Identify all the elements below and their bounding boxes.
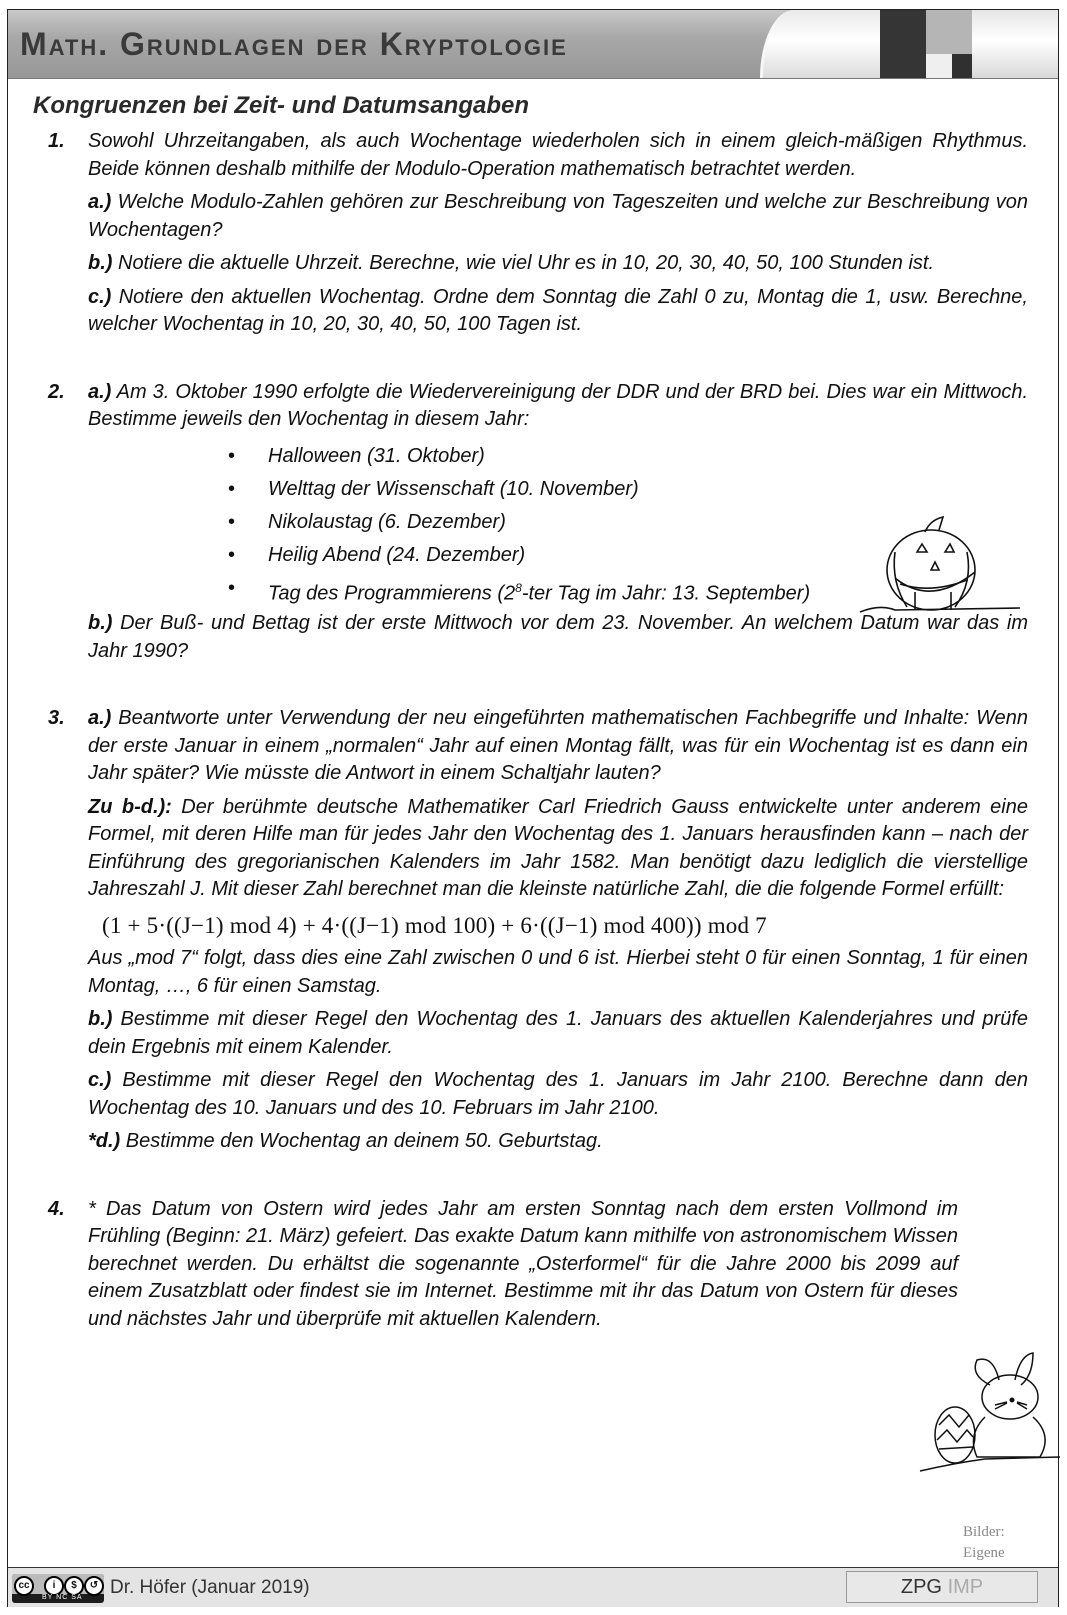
part-label: b.) (88, 612, 113, 635)
page-subtitle: Kongruenzen bei Zeit- und Datumsangaben (33, 92, 530, 119)
header-decoration (760, 10, 1058, 78)
task-intro: Sowohl Uhrzeitangaben, als auch Wochentage wiederholen sich in einem gleich-mäßigen Rhythmus. Beide können deshalb mithilfe der Modulo-Operation mathematisch betrachtet werden. (88, 130, 1028, 180)
credit-line: Eigene (963, 1545, 1005, 1561)
part-text: Am 3. Oktober 1990 erfolgte die Wiedervereinigung der DDR und der BRD bei. Dies war ein Mittwoch. Bestimme jeweils den Wochentag in diesem Jahr: (88, 380, 1028, 430)
page-header (8, 10, 1058, 79)
cc-license-badge-icon[interactable] (12, 1574, 104, 1603)
deco-dark-block (880, 10, 926, 78)
deco-white-block (926, 54, 952, 78)
easter-bunny-drawing-icon (915, 1345, 1065, 1475)
by-icon: i (44, 1576, 64, 1596)
part-text: Notiere die aktuelle Uhrzeit. Berechne, wie viel Uhr es in 10, 20, 30, 40, 50, 100 Stunden ist. (112, 252, 935, 274)
nc-icon: $ (64, 1576, 84, 1596)
part-label: a.) (88, 707, 112, 730)
deco-right-panel (972, 10, 1058, 78)
task-part-d (88, 1128, 1028, 1156)
spacer (48, 671, 1028, 705)
list-item: • Halloween (31. Oktober) (228, 440, 1028, 473)
part-label: b.) (88, 1008, 113, 1031)
task-3 (48, 705, 1028, 1156)
task-intro-bd (88, 794, 1028, 904)
task-part-b (88, 250, 1028, 278)
part-text: Beantworte unter Verwendung der neu eingeführten mathematischen Fachbegriffe und Inhalte: Wenn der erste Januar in einem „normalen“ Jahr auf einen Montag fällt, was für ein Wochentag ist es dann ein Jahr später? Wie müsste die Antwort in einem Schaltjahr lauten? (88, 707, 1028, 785)
spacer (48, 1162, 1028, 1196)
part-text: Der Buß- und Bettag ist der erste Mittwoch vor dem 23. November. An welchem Datum war das im Jahr 1990? (88, 612, 1028, 662)
task-part-a (88, 705, 1028, 788)
part-text: Der berühmte deutsche Mathematiker Carl Friedrich Gauss entwickelte unter anderem eine Formel, mit deren Hilfe man für jedes Jahr den Wochentag des 1. Januars herausfinden kann – nach der Einführung des gregorianischen Kalenders im Jahr 1582. Man benötigt dazu lediglich die vierstellige Jahreszahl J. Mit dieser Zahl berechnet man die kleinste natürliche Zahl, die die folgende Formel erfüllt: (88, 795, 1028, 901)
author-date: Dr. Höfer (Januar 2019) (110, 1577, 310, 1598)
task-1 (48, 128, 1028, 339)
part-text: Welche Modulo-Zahlen gehören zur Beschreibung von Tageszeiten und welche zur Beschreibung von Wochentagen? (88, 191, 1028, 241)
part-text: Notiere den aktuellen Wochentag. Ordne dem Sonntag die Zahl 0 zu, Montag die 1, usw. Berechne, welcher Wochentag in 10, 20, 30, 40, 50, 100 Tagen ist. (88, 285, 1028, 335)
task-number: 1. (48, 130, 65, 152)
pumpkin-drawing-icon (855, 512, 1025, 627)
list-item: • Heilig Abend (24. Dezember) (228, 539, 1028, 572)
gauss-formula: (1 + 5·((J−1) mod 4) + 4·((J−1) mod 100) + 6·((J−1) mod 400)) mod 7 (102, 912, 767, 938)
part-label: a.) (88, 191, 112, 213)
sa-icon: ↺ (84, 1576, 104, 1596)
zpg-logo (846, 1571, 1038, 1603)
page-footer (8, 1567, 1058, 1607)
part-label: *d.) (88, 1130, 121, 1153)
task-part-c (88, 1067, 1028, 1122)
superscript: 8 (515, 580, 522, 595)
header-title: Math. Grundlagen der Kryptologie (20, 26, 568, 62)
formula-explanation: Aus „mod 7“ folgt, dass dies eine Zahl zwischen 0 und 6 ist. Hierbei steht 0 für einen Sonntag, 1 für einen Montag, …, 6 für einen Samstag. (88, 947, 1028, 997)
task-number: 4. (48, 1197, 65, 1220)
part-label: b.) (88, 252, 113, 274)
part-label: c.) (88, 1069, 112, 1092)
spacer (48, 345, 1028, 379)
part-label: c.) (88, 285, 112, 308)
credit-line: Bilder: (963, 1524, 1005, 1540)
part-label: a.) (88, 380, 112, 403)
part-text: Bestimme mit dieser Regel den Wochentag des 1. Januars im Jahr 2100. Berechne dann den Wochentag des 10. Januars und des 10. Februars im Jahr 2100. (88, 1069, 1028, 1119)
part-label: Zu b-d.): (88, 795, 172, 818)
deco-light-panel (760, 10, 883, 78)
task-4 (48, 1196, 958, 1334)
task-text: * Das Datum von Ostern wird jedes Jahr am ersten Sonntag nach dem ersten Vollmond im Frühling (Beginn: 21. März) gefeiert. Das exakte Datum kann mithilfe von astronomischem Wissen berechnet werden. Du erhältst die sogenannte „Osterformel“ für die Jahre 2000 bis 2099 auf einem Zusatzblatt oder findest sie im Internet. Bestimme mit ihr das Datum von Ostern für dieses und nächstes Jahr und überprüfe mit aktuellen Kalendern. (88, 1197, 958, 1330)
logo-primary: ZPG (900, 1576, 942, 1598)
deco-grey-block (926, 10, 972, 54)
part-text: Bestimme mit dieser Regel den Wochentag des 1. Januars des aktuellen Kalenderjahres und prüfe dein Ergebnis mit einem Kalender. (88, 1008, 1028, 1058)
logo-secondary: IMP (947, 1576, 984, 1598)
task-number: 2. (48, 380, 65, 403)
task-number: 3. (48, 707, 65, 730)
list-item: • Welttag der Wissenschaft (10. November) (228, 473, 1028, 506)
task-part-a (88, 189, 1028, 244)
task-part-c (88, 284, 1028, 339)
deco-small-block (952, 54, 972, 78)
list-item: • Nikolaustag (6. Dezember) (228, 506, 1028, 539)
part-text: Bestimme den Wochentag an deinem 50. Geburtstag. (120, 1130, 603, 1153)
task-part-b (88, 1006, 1028, 1061)
image-credit (963, 1522, 1005, 1564)
cc-icon: cc (14, 1576, 34, 1596)
worksheet-content (48, 128, 1028, 1339)
list-item-text: Tag des Programmierens (2 (268, 582, 516, 605)
task-part-a (88, 379, 1028, 434)
license-text: BY NC SA (42, 1594, 83, 1601)
list-item-text: -ter Tag im Jahr: 13. September) (521, 582, 811, 605)
